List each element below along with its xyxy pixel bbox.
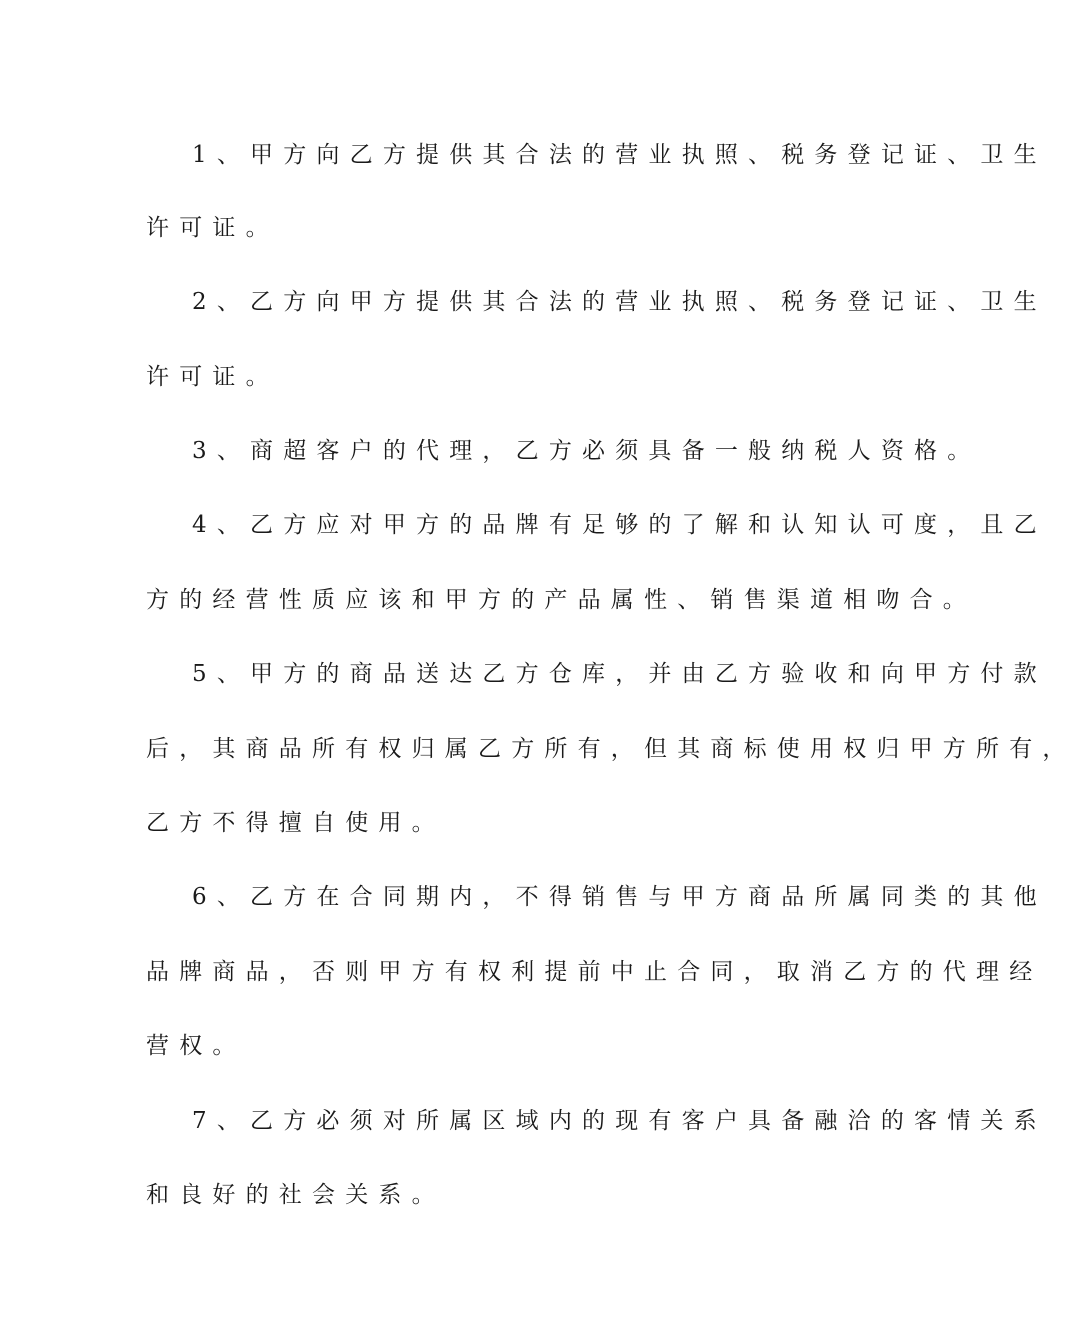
clause-1-line-1: 1、甲方向乙方提供其合法的营业执照、税务登记证、卫生 xyxy=(192,142,1047,168)
clause-4-line-1: 4、乙方应对甲方的品牌有足够的了解和认知认可度，且乙 xyxy=(192,512,1047,538)
clause-2-line-1: 2、乙方向甲方提供其合法的营业执照、税务登记证、卫生 xyxy=(192,289,1047,315)
clause-6-line-2: 品牌商品，否则甲方有权利提前中止合同，取消乙方的代理经 xyxy=(146,959,1043,985)
clause-5-line-1: 5、甲方的商品送达乙方仓库，并由乙方验收和向甲方付款 xyxy=(192,661,1047,687)
clause-7-line-2: 和良好的社会关系。 xyxy=(146,1182,445,1208)
clause-5-line-2: 后，其商品所有权归属乙方所有，但其商标使用权归甲方所有， xyxy=(146,736,1076,762)
clause-7-line-1: 7、乙方必须对所属区域内的现有客户具备融洽的客情关系 xyxy=(192,1108,1047,1134)
clause-2-line-2: 许可证。 xyxy=(146,364,279,390)
clause-1-line-2: 许可证。 xyxy=(146,215,279,241)
clause-3-line-1: 3、商超客户的代理，乙方必须具备一般纳税人资格。 xyxy=(192,438,981,464)
clause-6-line-1: 6、乙方在合同期内，不得销售与甲方商品所属同类的其他 xyxy=(192,884,1047,910)
clause-4-line-2: 方的经营性质应该和甲方的产品属性、销售渠道相吻合。 xyxy=(146,587,976,613)
clause-6-line-3: 营权。 xyxy=(146,1033,246,1059)
clause-5-line-3: 乙方不得擅自使用。 xyxy=(146,810,445,836)
